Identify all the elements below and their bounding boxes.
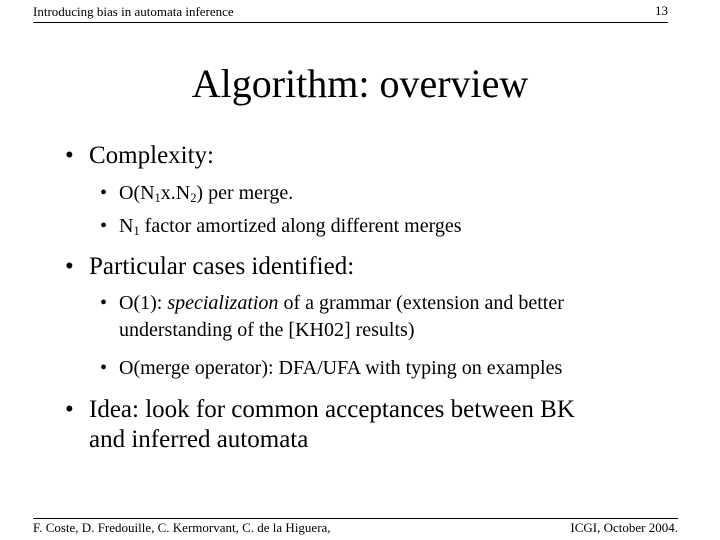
footer-authors: F. Coste, D. Fredouille, C. Kermorvant, C. de la Higuera, [33,520,331,535]
sub-bullet-text: $O(N_1x.N_2)$ per merge. [119,182,294,206]
sub-bullet-specialization [100,292,564,315]
sub-bullet-text: $N_1$ factor amortized along different merges [119,215,462,239]
sub-bullet-merge-operator [100,357,563,380]
sub-bullet-merge-cost [100,182,294,206]
bullet-text: Particular cases identified: [89,253,355,280]
bullet-dot: • [100,292,108,314]
header-rule [33,22,668,23]
sub-bullet-text: understanding of the [KH02] results) [119,319,415,341]
bullet-dot: • [65,142,74,169]
bullet-idea-cont [89,426,308,454]
bullet-text: and inferred automata [89,426,309,453]
bullet-particular-cases [65,253,355,281]
sub-bullet-specialization-cont [119,319,415,342]
bullet-text: Idea: look for common acceptances between BK [89,396,575,423]
page-number: 13 [655,3,668,18]
header-title: Introducing bias in automata inference [33,4,234,19]
bullet-text: Complexity: [89,142,214,169]
footer-rule [33,518,678,519]
slide-title: Algorithm: overview [191,61,529,106]
sub-bullet-text: O(1): specialization of a grammar (extension and better [119,292,564,314]
bullet-dot: • [100,357,108,379]
footer-conference: ICGI, October 2004. [570,520,678,535]
bullet-dot: • [100,182,108,204]
bullet-dot: • [100,215,108,237]
sub-bullet-amortized [100,215,462,239]
bullet-complexity [65,142,214,170]
sub-bullet-text: O(merge operator): DFA/UFA with typing on examples [119,357,563,379]
bullet-dot: • [65,396,74,423]
bullet-idea [65,396,575,424]
bullet-dot: • [65,253,74,280]
